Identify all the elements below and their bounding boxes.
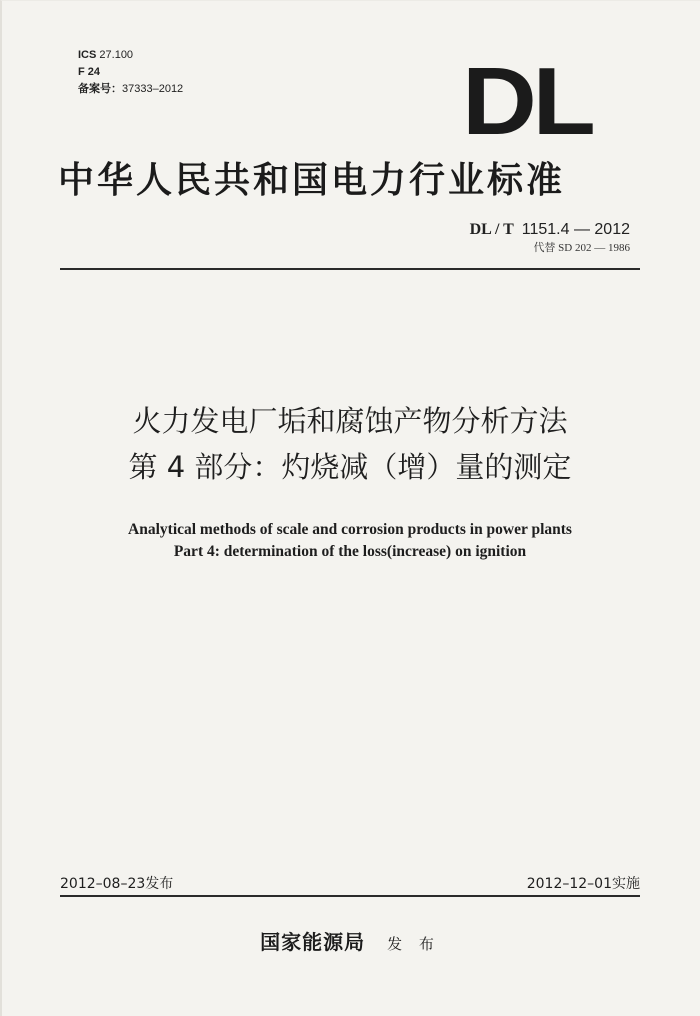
chinese-title-line-1: 火力发电厂垢和腐蚀产物分析方法	[132, 404, 568, 438]
publisher-name: 国家能源局	[260, 930, 366, 954]
chinese-title-line-2: 第 4 部分：灼烧减（增）量的测定	[128, 450, 572, 484]
ics-label: ICS	[78, 49, 97, 61]
issue-date: 2012–08–23发布	[60, 876, 174, 892]
ics-code	[78, 47, 183, 64]
record-number	[78, 81, 183, 98]
class-code: F 24	[78, 66, 101, 78]
standard-number-block	[470, 219, 630, 255]
publisher-verb: 发 布	[387, 935, 440, 953]
industry-standard-title: 中华人民共和国电力行业标准	[58, 159, 566, 201]
record-label: 备案号：	[78, 83, 122, 95]
english-title-line-1: Analytical methods of scale and corrosion products in power plants	[128, 521, 572, 538]
top-divider	[60, 268, 640, 270]
standard-code: 1151.4 — 2012	[521, 221, 630, 238]
english-title-line-2: Part 4: determination of the loss(increase) on ignition	[173, 543, 527, 560]
bottom-divider	[60, 895, 640, 897]
dl-logo: DL	[462, 48, 592, 155]
standard-number	[470, 219, 630, 241]
ics-value: 27.100	[99, 49, 134, 61]
publisher-line	[0, 927, 700, 959]
standard-prefix: DL / T	[469, 221, 514, 238]
implementation-date: 2012–12–01实施	[526, 876, 640, 892]
english-title	[0, 519, 700, 563]
replaces-note: 代替 SD 202 — 1986	[533, 242, 630, 254]
record-value: 37333–2012	[122, 83, 184, 95]
classification-block	[78, 47, 183, 98]
chinese-title	[0, 398, 700, 490]
